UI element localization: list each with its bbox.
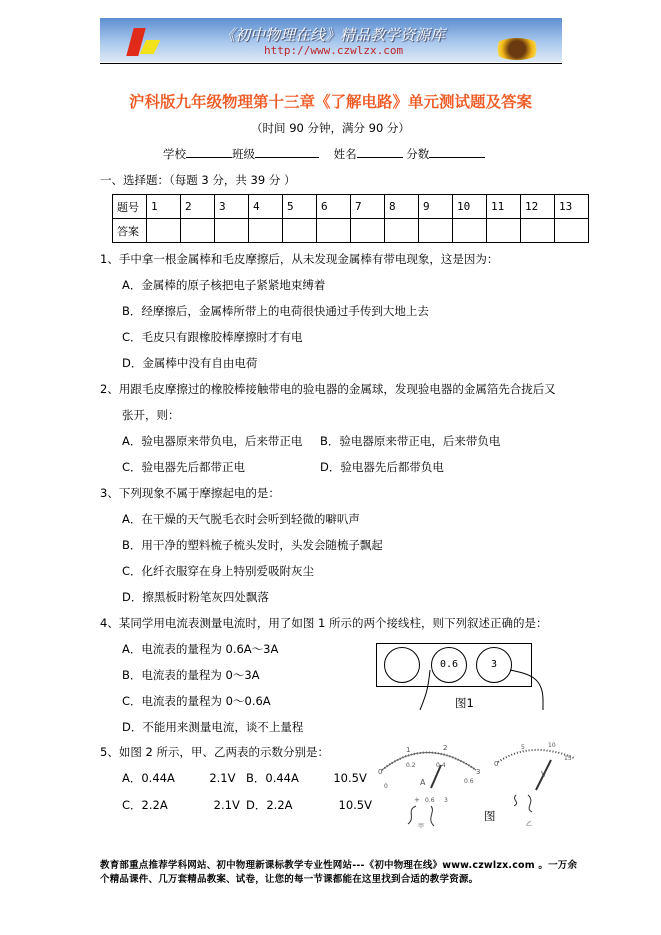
figure-2-meters xyxy=(376,740,576,830)
school-blank[interactable] xyxy=(186,146,232,158)
q5-option-a: A．0.44A 2.1V xyxy=(122,771,236,785)
question-number: 4 xyxy=(249,195,283,219)
answer-cell[interactable] xyxy=(521,219,555,243)
tick-label: 0.6 xyxy=(464,778,474,785)
answer-cell[interactable] xyxy=(215,219,249,243)
divider xyxy=(100,63,562,64)
question-number: 5 xyxy=(283,195,317,219)
answer-cell[interactable] xyxy=(487,219,521,243)
sunflower-image xyxy=(492,38,542,60)
ammeter-label: A xyxy=(420,778,426,787)
q5-option-c: C．2.2A 2.1V xyxy=(122,798,240,812)
q1-option-d: D．金属棒中没有自由电荷 xyxy=(122,356,258,370)
question-number: 13 xyxy=(555,195,589,219)
q5-option-b: B．0.44A 10.5V xyxy=(246,771,367,785)
q5-option-d: D．2.2A 10.5V xyxy=(246,798,372,812)
info-fields xyxy=(163,146,485,161)
answer-cell[interactable] xyxy=(181,219,215,243)
page-title: 沪科版九年级物理第十三章《了解电路》单元测试题及答案 xyxy=(128,93,532,111)
section-heading: 一、选择题：（每题 3 分，共 39 分 ） xyxy=(100,173,296,187)
terminal-label: + xyxy=(414,796,420,804)
answer-cell[interactable] xyxy=(147,219,181,243)
tick-label: 0 xyxy=(378,768,383,776)
terminal-label: 3 xyxy=(444,797,448,804)
tick-label: 15 xyxy=(564,755,572,762)
school-label: 学校 xyxy=(163,147,186,161)
meter-name-yi: 乙 xyxy=(526,821,533,828)
q2-option-c: C．验电器先后都带正电 xyxy=(122,460,246,474)
voltmeter-label: V xyxy=(541,770,547,779)
question-number: 7 xyxy=(351,195,385,219)
question-number: 9 xyxy=(419,195,453,219)
q2-option-b: B．验电器原来带正电，后来带负电 xyxy=(320,434,501,448)
question-4-stem: 4、某同学用电流表测量电流时，用了如图 1 所示的两个接线柱，则下列叙述正确的是： xyxy=(100,616,548,630)
q3-option-a: A．在干燥的天气脱毛衣时会听到轻微的噼叭声 xyxy=(122,512,360,526)
answer-cell[interactable] xyxy=(453,219,487,243)
meter-name-jia: 甲 xyxy=(418,823,425,830)
footer-line-1: 教育部重点推荐学科网站、初中物理新课标教学专业性网站---《初中物理在线》www.czwlzx.com 。一万余 xyxy=(100,860,578,871)
answer-cell[interactable] xyxy=(317,219,351,243)
q4-option-b: B．电流表的量程为 0～3A xyxy=(122,668,260,682)
tick-label: 0.2 xyxy=(406,762,416,769)
question-5-stem: 5、如图 2 所示，甲、乙两表的示数分别是： xyxy=(100,745,329,759)
tick-label: 10 xyxy=(548,742,556,749)
answer-row-label: 答案 xyxy=(113,219,147,243)
voltmeter-dial xyxy=(494,742,574,828)
answer-cell[interactable] xyxy=(249,219,283,243)
q3-option-b: B．用干净的塑料梳子梳头发时，头发会随梳子飘起 xyxy=(122,538,383,552)
question-2-stem: 2、用跟毛皮摩擦过的橡胶棒接触带电的验电器的金属球，发现验电器的金属箔先合拢后又 xyxy=(100,382,556,396)
q1-option-b: B．经摩擦后，金属棒所带上的电荷很快通过手传到大地上去 xyxy=(122,304,429,318)
class-blank[interactable] xyxy=(255,146,319,158)
logo-icon-accent xyxy=(140,40,161,54)
terminal-0-6: 0.6 xyxy=(431,647,467,683)
ammeter-dial xyxy=(378,744,480,830)
name-blank[interactable] xyxy=(357,146,403,158)
q1-option-c: C．毛皮只有跟橡胶棒摩擦时才有电 xyxy=(122,330,303,344)
tick-label: 0 xyxy=(384,783,388,790)
q3-option-d: D．擦黑板时粉笔灰四处飘落 xyxy=(122,590,269,604)
question-number: 1 xyxy=(147,195,181,219)
subtitle: （时间 90 分钟，满分 90 分） xyxy=(251,121,410,135)
terminal-label: 0.6 xyxy=(425,797,435,804)
answer-cell[interactable] xyxy=(385,219,419,243)
table-header-label: 题号 xyxy=(113,195,147,219)
tick-label: 0 xyxy=(494,760,499,768)
header-banner xyxy=(100,18,562,62)
terminal-3: 3 xyxy=(476,647,512,683)
class-label: 班级 xyxy=(232,147,255,161)
question-number: 11 xyxy=(487,195,521,219)
q4-option-c: C．电流表的量程为 0～0.6A xyxy=(122,694,271,708)
question-number: 8 xyxy=(385,195,419,219)
q2-option-a: A．验电器原来带负电，后来带正电 xyxy=(122,434,303,448)
q4-option-d: D．不能用来测量电流，谈不上量程 xyxy=(122,720,304,734)
question-number: 2 xyxy=(181,195,215,219)
footer-line-2: 个精品课件、几万套精品教案、试卷，让您的每一节课都能在这里找到合适的教学资源。 xyxy=(100,874,479,885)
q4-option-a: A．电流表的量程为 0.6A～3A xyxy=(122,642,279,656)
question-number: 6 xyxy=(317,195,351,219)
question-2-stem-cont: 张开，则： xyxy=(122,408,180,422)
question-number: 12 xyxy=(521,195,555,219)
tick-label: 5 xyxy=(521,744,525,751)
answer-cell[interactable] xyxy=(419,219,453,243)
answer-table xyxy=(112,194,589,243)
tick-label: 3 xyxy=(476,768,481,776)
answer-cell[interactable] xyxy=(351,219,385,243)
question-number: 10 xyxy=(453,195,487,219)
score-blank[interactable] xyxy=(429,146,485,158)
q2-option-d: D．验电器先后都带负电 xyxy=(320,460,444,474)
question-1-stem: 1、手中拿一根金属棒和毛皮摩擦后，从未发现金属棒有带电现象，这是因为： xyxy=(100,252,499,266)
name-label: 姓名 xyxy=(333,147,357,161)
banner-title: 《初中物理在线》精品教学资源库 xyxy=(220,26,446,44)
answer-cell[interactable] xyxy=(283,219,317,243)
answer-cell[interactable] xyxy=(555,219,589,243)
score-label: 分数 xyxy=(406,147,430,161)
figure-1-caption: 图1 xyxy=(455,696,474,710)
tick-label: 2 xyxy=(443,744,448,752)
question-3-stem: 3、下列现象不属于摩擦起电的是： xyxy=(100,486,280,500)
banner-url: http://www.czwlzx.com xyxy=(264,44,404,57)
tick-label: 1 xyxy=(406,746,411,754)
question-number: 3 xyxy=(215,195,249,219)
q3-option-c: C．化纤衣服穿在身上特别爱吸附灰尘 xyxy=(122,564,315,578)
q1-option-a: A．金属棒的原子核把电子紧紧地束缚着 xyxy=(122,278,326,292)
tick-label: 0.4 xyxy=(436,762,446,769)
figure-2-caption: 图 xyxy=(484,809,496,823)
